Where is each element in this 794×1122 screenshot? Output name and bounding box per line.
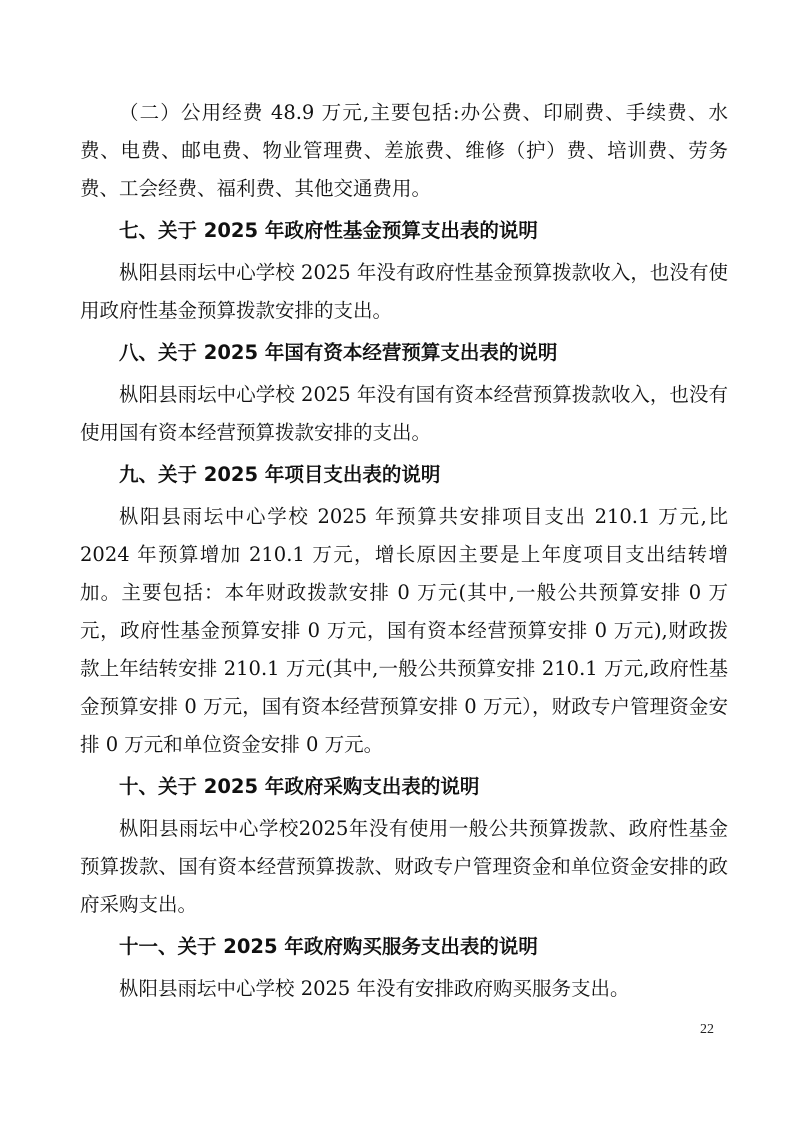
heading-government-procurement: 十、关于 2025 年政府采购支出表的说明 xyxy=(119,775,480,798)
paragraph-government-procurement: 枞阳县雨坛中心学校2025年没有使用一般公共预算拨款、政府性基金预算拨款、国有资本经营预算拨款、财政专户管理资金和单位资金安排的政府采购支出。 xyxy=(80,817,728,916)
page-number: 22 xyxy=(700,1022,714,1037)
paragraph-service-purchase: 枞阳县雨坛中心学校 2025 年没有安排政府购买服务支出。 xyxy=(119,977,630,1000)
heading-state-capital: 八、关于 2025 年国有资本经营预算支出表的说明 xyxy=(119,341,558,364)
paragraph-government-fund: 枞阳县雨坛中心学校 2025 年没有政府性基金预算拨款收入，也没有使用政府性基金预算拨款安排的支出。 xyxy=(80,261,728,322)
paragraph-state-capital: 枞阳县雨坛中心学校 2025 年没有国有资本经营预算拨款收入，也没有使用国有资本经营预算拨款安排的支出。 xyxy=(80,383,728,444)
paragraph-project-expenditure: 枞阳县雨坛中心学校 2025 年预算共安排项目支出 210.1 万元,比 2024 年预算增加 210.1 万元，增长原因主要是上年度项目支出结转增加。主要包括：本年财政拨款安排 0 万元(其中,一般公共预算安排 0 万元，政府性基金预算安排 0 万元，国有资本经营预算安排 0 万元),财政拨款上年结转安排 210.1 万元(其中,一般公共预算安排 210.1 万元,政府性基金预算安排 0 万元，国有资本经营预算安排 0 万元），财政专户管理资金安排 0 万元和单位资金安排 0 万元。 xyxy=(80,505,728,756)
document-page xyxy=(80,94,728,1012)
heading-service-purchase: 十一、关于 2025 年政府购买服务支出表的说明 xyxy=(119,935,538,958)
heading-government-fund: 七、关于 2025 年政府性基金预算支出表的说明 xyxy=(119,219,538,242)
paragraph-public-expenses: （二）公用经费 48.9 万元,主要包括:办公费、印刷费、手续费、水费、电费、邮电费、物业管理费、差旅费、维修（护）费、培训费、劳务费、工会经费、福利费、其他交通费用。 xyxy=(80,101,728,200)
heading-project-expenditure: 九、关于 2025 年项目支出表的说明 xyxy=(119,463,441,486)
